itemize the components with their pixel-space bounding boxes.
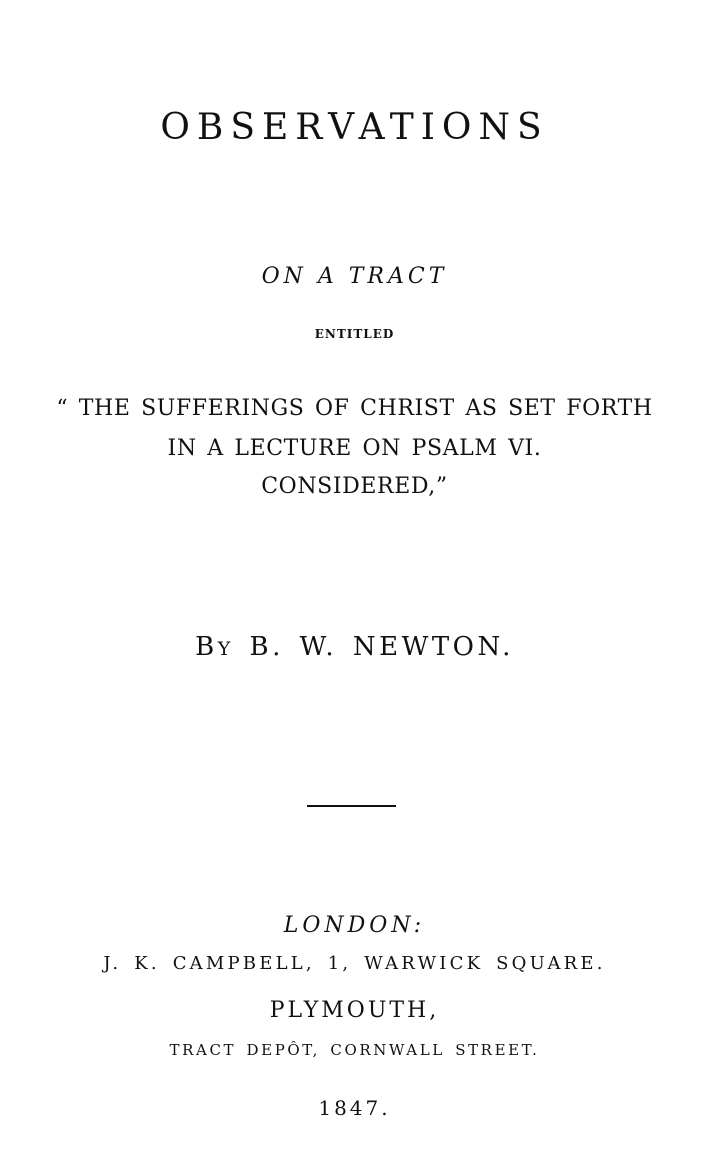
quoted-title-line-1: “ THE SUFFERINGS OF CHRIST AS SET FORTH	[56, 396, 653, 421]
imprint-depot: TRACT DEPÔT, CORNWALL STREET.	[169, 1041, 540, 1059]
separator-rule	[307, 805, 396, 807]
author-name: B. W. NEWTON.	[249, 632, 514, 662]
subtitle: ON A TRACT	[261, 264, 448, 289]
author-line	[0, 634, 709, 660]
imprint-second-city: PLYMOUTH,	[269, 998, 440, 1023]
quoted-title-line-3: CONSIDERED,”	[261, 474, 448, 499]
imprint-year: 1847.	[318, 1096, 391, 1120]
quoted-title-line-2: IN A LECTURE ON PSALM VI.	[167, 436, 542, 461]
imprint-publisher: J. K. CAMPBELL, 1, WARWICK SQUARE.	[103, 953, 606, 974]
entitled-label: ENTITLED	[314, 327, 395, 341]
imprint-city: LONDON:	[283, 913, 426, 938]
book-title: OBSERVATIONS	[160, 107, 549, 148]
author-by: BY	[195, 632, 234, 662]
